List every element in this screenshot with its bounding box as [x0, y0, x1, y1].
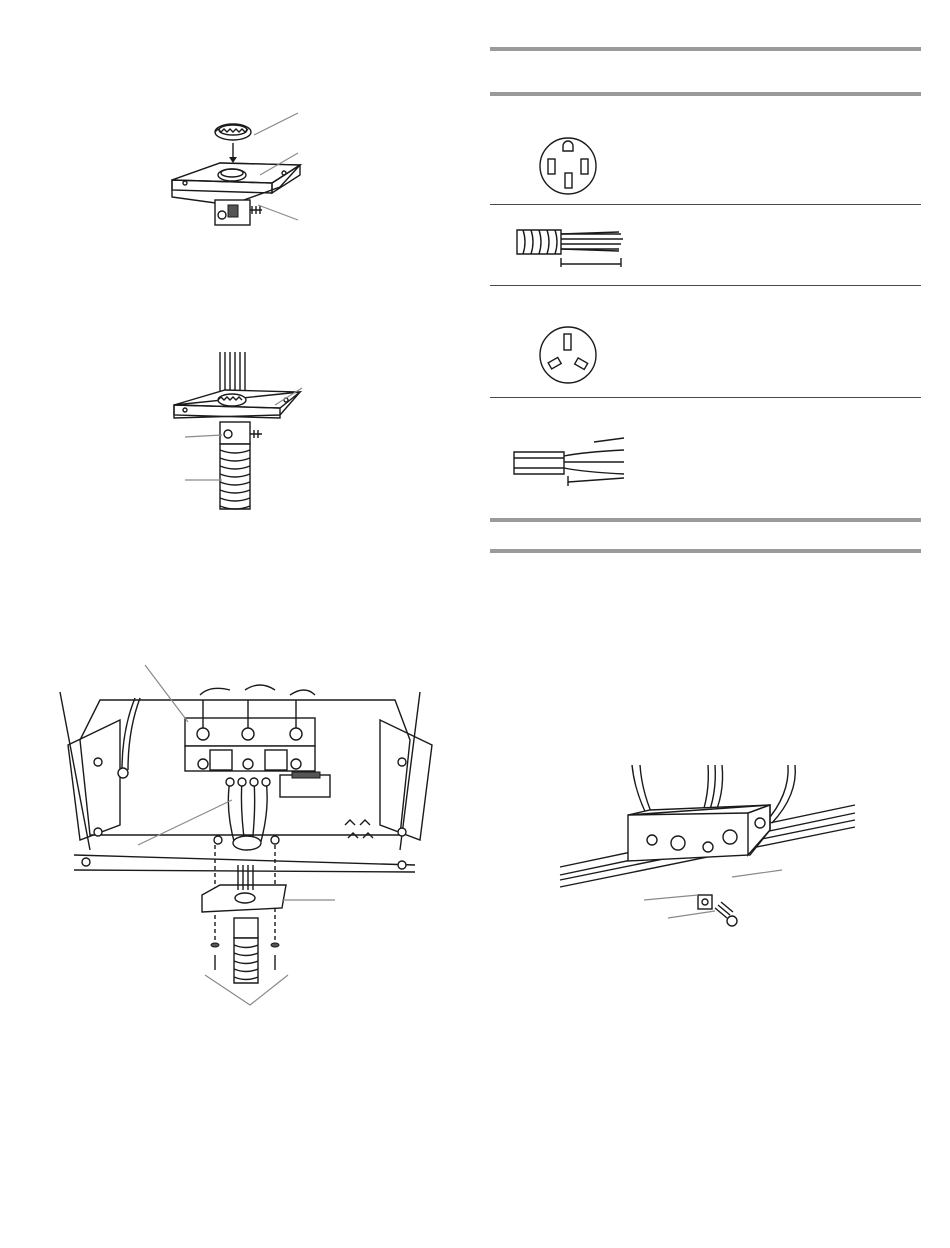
locknut-icon	[215, 124, 251, 140]
section-rule-bottom	[490, 549, 921, 553]
clamp-icon	[215, 200, 262, 225]
table-row-divider	[490, 285, 921, 286]
table-rule-bottom	[490, 518, 921, 522]
3-wire-receptacle-figure	[535, 322, 601, 388]
section-rule-top	[490, 47, 921, 51]
table-rule-top	[490, 92, 921, 96]
table-row-divider	[490, 204, 921, 205]
4-wire-receptacle-figure	[535, 133, 601, 199]
3-wire-cord-figure	[512, 440, 632, 490]
flexible-conduit-icon	[220, 444, 250, 509]
conduit-assembly-figure	[180, 350, 320, 515]
mounting-plate-icon	[172, 163, 300, 205]
ground-clamp-figure	[560, 765, 860, 930]
strain-relief-figure	[160, 105, 320, 235]
range-terminal-block-figure	[60, 660, 440, 1020]
table-row-divider	[490, 397, 921, 398]
4-wire-cord-figure	[515, 222, 630, 267]
